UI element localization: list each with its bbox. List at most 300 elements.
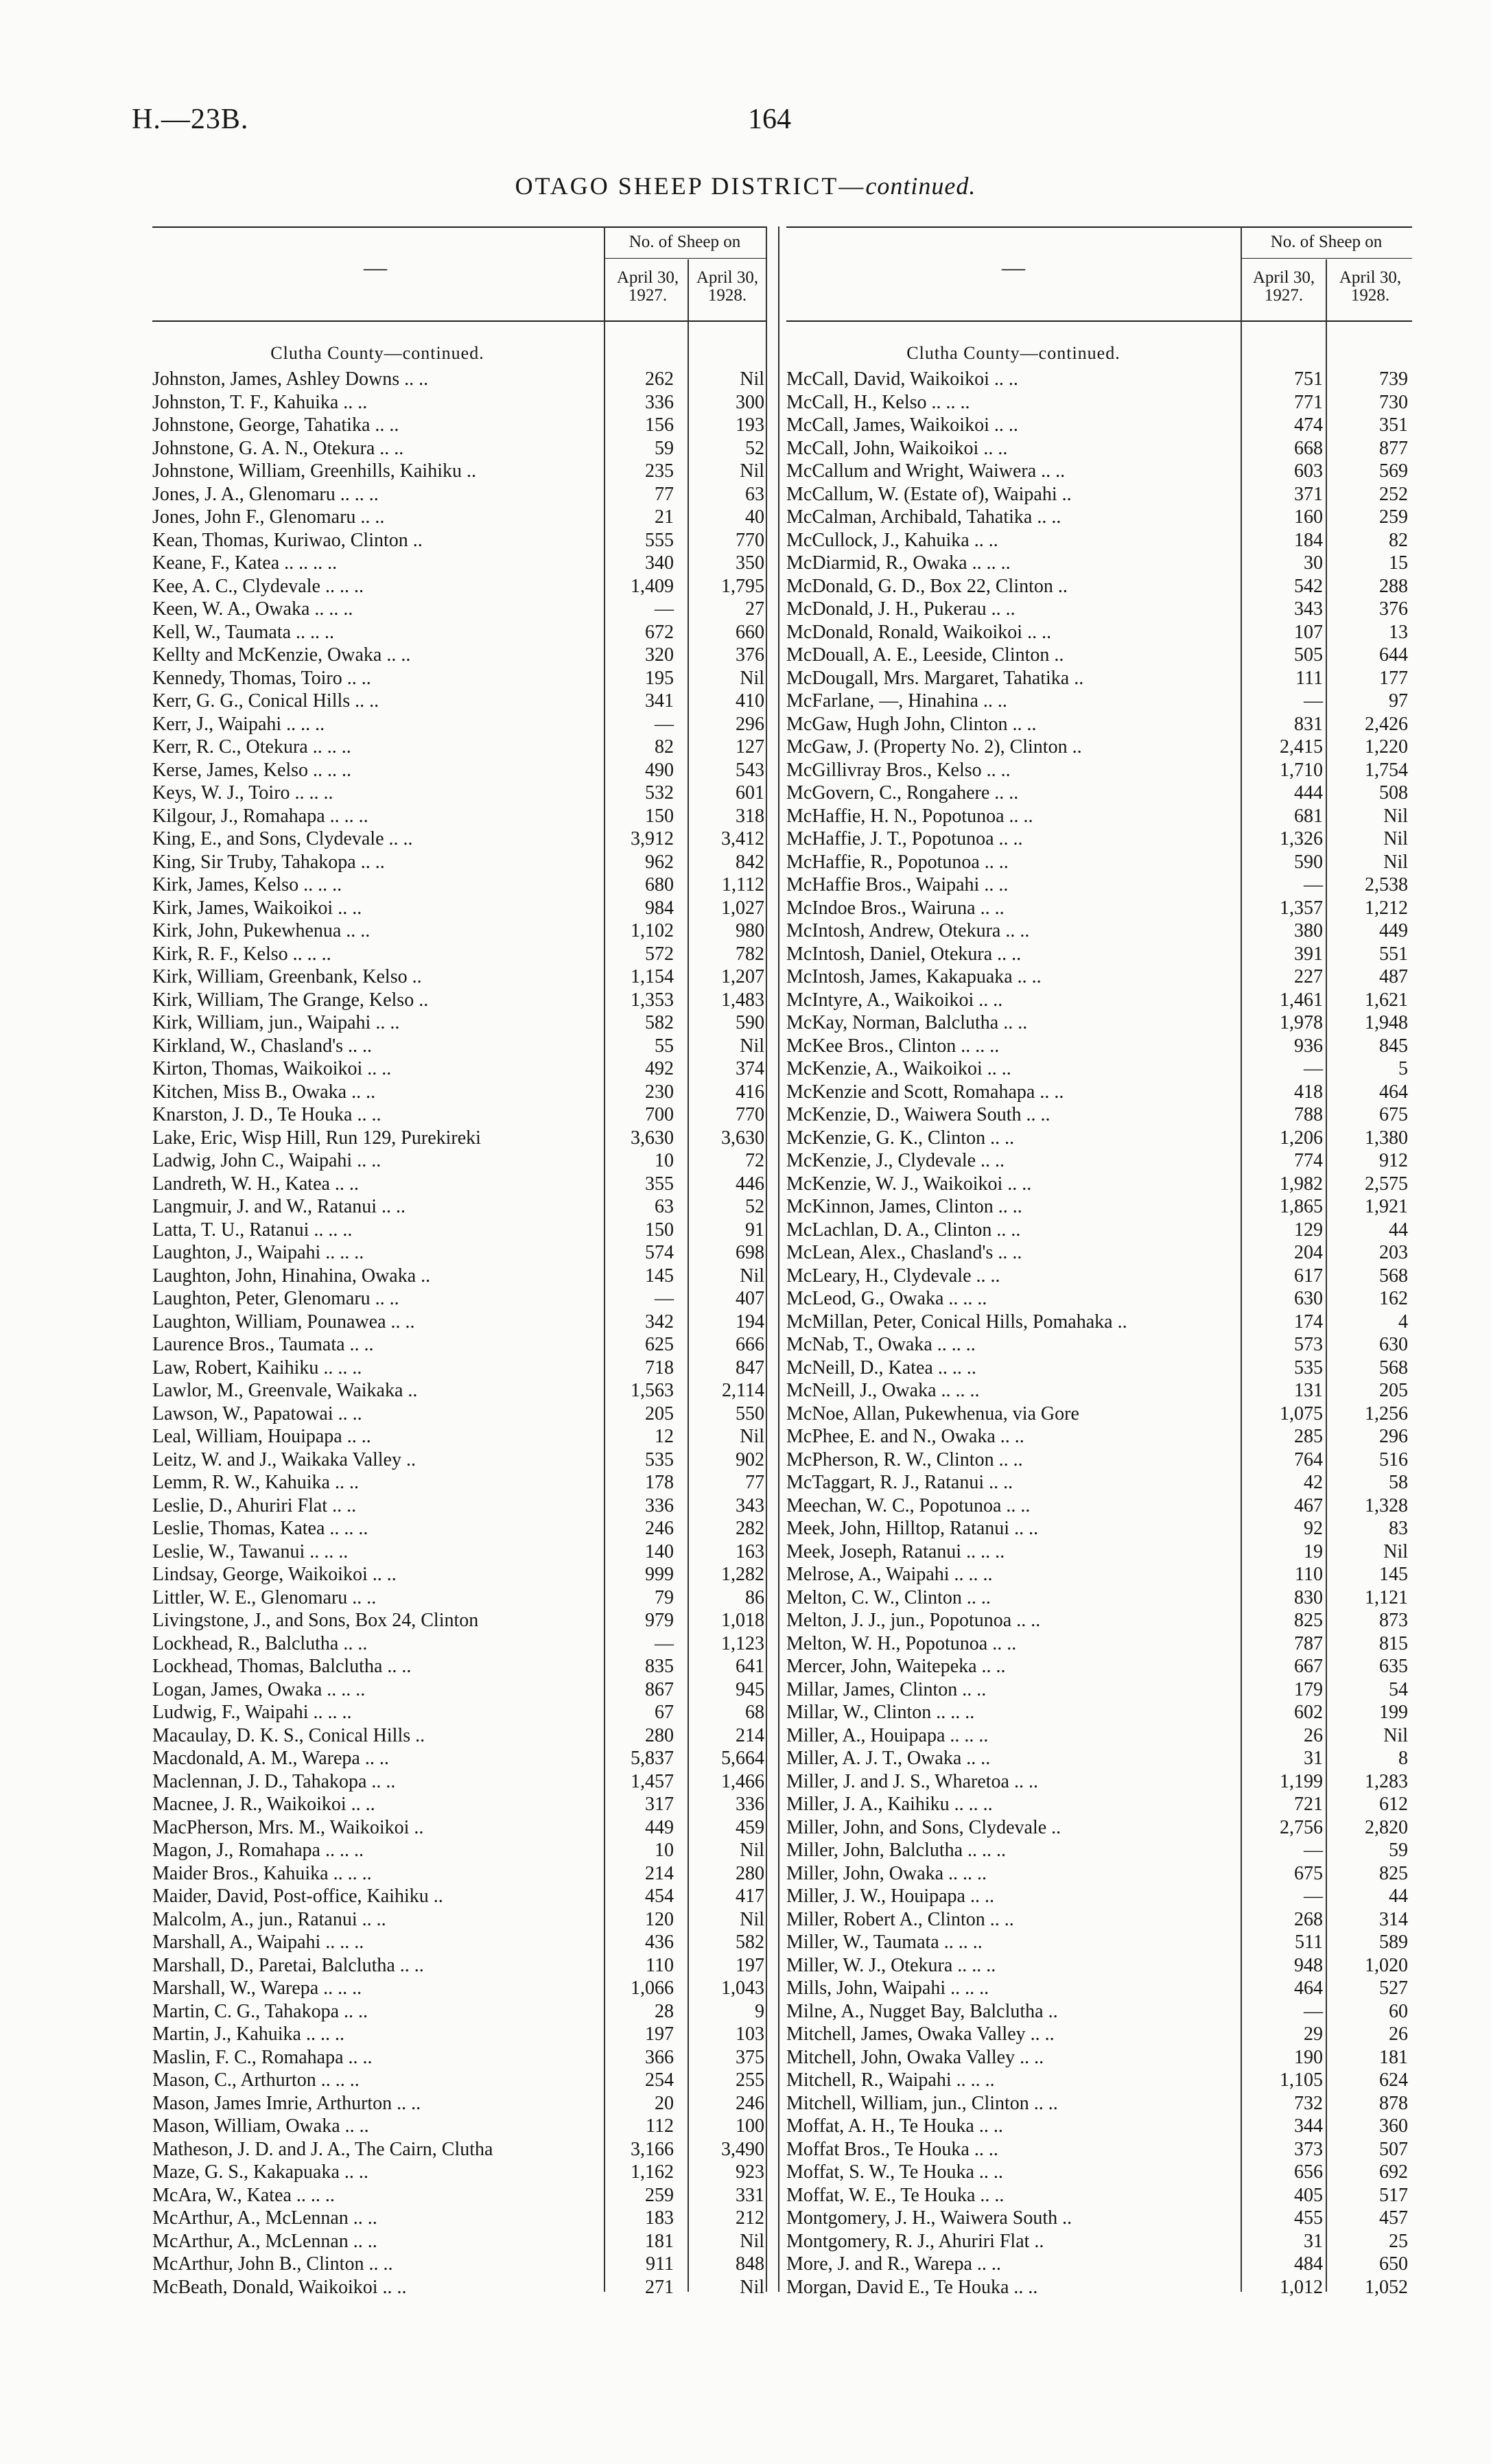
- owner-name: McLeod, G., Owaka .. .. ..: [786, 1288, 987, 1309]
- sheep-1928: 1,212: [1365, 897, 1408, 919]
- sheep-1927: 156: [645, 414, 674, 436]
- sheep-1927: 436: [645, 1932, 674, 1953]
- sheep-1927: 672: [645, 621, 674, 643]
- sheep-1928: 825: [1379, 1862, 1408, 1884]
- owner-name: Kirk, William, The Grange, Kelso ..: [152, 989, 429, 1011]
- sheep-1928: 343: [736, 1494, 764, 1516]
- owner-name: Miller, John, Balclutha .. .. ..: [786, 1840, 1007, 1861]
- sheep-1927: 1,206: [1280, 1127, 1323, 1149]
- sheep-1927: 1,326: [1280, 828, 1323, 849]
- sheep-1928: 336: [736, 1794, 764, 1815]
- sheep-1928: 516: [1379, 1448, 1408, 1470]
- owner-name: McBeath, Donald, Waikoikoi .. ..: [152, 2276, 407, 2298]
- owner-name: Miller, J. W., Houipapa .. ..: [786, 1886, 994, 1907]
- left-header-col1: April 30, 1927.: [616, 268, 679, 305]
- owner-name: McHaffie, R., Popotunoa .. ..: [786, 851, 1009, 873]
- sheep-1928: 1,027: [721, 897, 764, 919]
- sheep-1927: 668: [1294, 437, 1323, 459]
- sheep-1928: 601: [736, 782, 764, 803]
- owner-name: McIntyre, A., Waikoikoi .. ..: [786, 989, 1003, 1011]
- sheep-1928: 902: [736, 1448, 764, 1470]
- sheep-1928: 675: [1379, 1104, 1408, 1125]
- sheep-1927: 204: [1294, 1242, 1323, 1263]
- sheep-1927: 214: [645, 1862, 674, 1884]
- sheep-1927: 1,066: [631, 1978, 674, 1999]
- sheep-1927: 948: [1294, 1954, 1323, 1976]
- sheep-1927: 449: [645, 1816, 674, 1838]
- sheep-1927: 111: [1295, 667, 1323, 689]
- owner-name: Macdonald, A. M., Warepa .. ..: [152, 1748, 389, 1769]
- sheep-1928: 318: [736, 805, 764, 827]
- sheep-1928: Nil: [1383, 805, 1408, 827]
- owner-name: Montgomery, R. J., Ahuriri Flat ..: [786, 2230, 1044, 2252]
- sheep-1927: 21: [655, 506, 674, 528]
- sheep-1928: 214: [736, 1724, 764, 1746]
- sheep-1927: 320: [645, 644, 674, 666]
- sheep-1927: 268: [1294, 1908, 1323, 1930]
- sheep-1928: 644: [1379, 644, 1408, 666]
- sheep-1927: 1,357: [1280, 897, 1323, 919]
- sheep-1928: 15: [1389, 552, 1408, 574]
- owner-name: Lake, Eric, Wisp Hill, Run 129, Purekireki: [152, 1127, 481, 1149]
- sheep-1928: 127: [736, 736, 764, 758]
- sheep-1927: 150: [645, 805, 674, 827]
- sheep-1928: 246: [736, 2092, 764, 2114]
- sheep-1927: 178: [645, 1472, 674, 1493]
- sheep-1928: 52: [745, 437, 764, 459]
- sheep-1928: 569: [1379, 460, 1408, 482]
- sheep-1928: 508: [1379, 782, 1408, 803]
- left-section-title: Clutha County—continued.: [270, 343, 484, 363]
- owner-name: McLachlan, D. A., Clinton .. ..: [786, 1219, 1021, 1241]
- owner-name: Keane, F., Katea .. .. .. ..: [152, 552, 338, 574]
- sheep-1927: 59: [655, 437, 674, 459]
- sheep-1927: 484: [1294, 2253, 1323, 2275]
- sheep-1927: 5,837: [631, 1748, 674, 1769]
- owner-name: McKenzie, G. K., Clinton .. ..: [786, 1127, 1015, 1149]
- sheep-1928: 416: [736, 1081, 764, 1103]
- sheep-1928: 52: [745, 1196, 764, 1217]
- sheep-1927: 10: [655, 1150, 674, 1171]
- sheep-1927: 535: [645, 1448, 674, 1470]
- sheep-1927: 179: [1294, 1678, 1323, 1700]
- sheep-1928: 923: [736, 2161, 764, 2183]
- owner-name: McArthur, A., McLennan .. ..: [152, 2207, 377, 2229]
- right-section-title: Clutha County—continued.: [906, 343, 1120, 363]
- owner-name: Maclennan, J. D., Tahakopa .. ..: [152, 1770, 396, 1792]
- owner-name: McCallum, W. (Estate of), Waipahi ..: [786, 483, 1072, 505]
- owner-name: King, Sir Truby, Tahakopa .. ..: [152, 851, 385, 873]
- owner-name: Johnstone, G. A. N., Otekura .. ..: [152, 437, 404, 459]
- sheep-1928: 1,283: [1365, 1770, 1408, 1792]
- sheep-1927: 511: [1295, 1932, 1323, 1953]
- sheep-1928: 376: [736, 644, 764, 666]
- sheep-1927: 3,630: [631, 1127, 674, 1149]
- sheep-1928: Nil: [740, 2276, 764, 2298]
- sheep-1928: 527: [1379, 1978, 1408, 1999]
- sheep-1927: 1,012: [1280, 2276, 1323, 2298]
- owner-name: Ludwig, F., Waipahi .. .. ..: [152, 1702, 352, 1723]
- owner-name: Lindsay, George, Waikoikoi .. ..: [152, 1564, 397, 1585]
- sheep-1927: 29: [1304, 2023, 1323, 2045]
- owner-name: Kee, A. C., Clydevale .. .. ..: [152, 575, 364, 597]
- sheep-1928: Nil: [740, 1908, 764, 1930]
- sheep-1927: 42: [1304, 1472, 1323, 1493]
- sheep-1928: 878: [1379, 2092, 1408, 2114]
- sheep-1927: 336: [645, 391, 674, 413]
- owner-name: Kerr, J., Waipahi .. .. ..: [152, 713, 325, 735]
- sheep-1928: 1,112: [722, 874, 764, 895]
- sheep-1928: 1,921: [1365, 1196, 1408, 1217]
- sheep-1928: 980: [736, 920, 764, 941]
- sheep-1927: 20: [655, 2092, 674, 2114]
- sheep-1928: 457: [1379, 2207, 1408, 2229]
- owner-name: Kirk, William, Greenbank, Kelso ..: [152, 966, 422, 987]
- owner-name: McNeill, J., Owaka .. .. ..: [786, 1380, 980, 1401]
- sheep-1927: 555: [645, 529, 674, 551]
- owner-name: Lawson, W., Papatowai .. ..: [152, 1403, 362, 1424]
- owner-name: Johnston, T. F., Kahuika .. ..: [152, 391, 368, 413]
- sheep-1928: 300: [736, 391, 764, 413]
- sheep-1928: 815: [1379, 1632, 1408, 1654]
- sheep-1927: 3,166: [631, 2138, 674, 2160]
- sheep-1928: 44: [1389, 1219, 1408, 1241]
- owner-name: Keys, W. J., Toiro .. .. ..: [152, 782, 333, 803]
- sheep-1927: 110: [1295, 1564, 1323, 1585]
- owner-name: Miller, A. J. T., Owaka .. ..: [786, 1748, 991, 1769]
- sheep-1928: 360: [1379, 2115, 1408, 2137]
- owner-name: McIndoe Bros., Wairuna .. ..: [786, 897, 1005, 919]
- owner-name: McArthur, John B., Clinton .. ..: [152, 2253, 393, 2275]
- sheep-1927: 259: [645, 2184, 674, 2206]
- sheep-1927: —: [1304, 874, 1323, 895]
- sheep-1928: 848: [736, 2253, 764, 2275]
- sheep-1928: 145: [1379, 1564, 1408, 1585]
- owner-name: Johnstone, William, Greenhills, Kaihiku ..: [152, 460, 476, 482]
- sheep-1928: 2,426: [1365, 713, 1408, 735]
- sheep-1928: 1,282: [721, 1564, 764, 1585]
- owner-name: McDougall, Mrs. Margaret, Tahatika ..: [786, 667, 1084, 689]
- sheep-1927: 2,756: [1280, 1816, 1323, 1838]
- sheep-1927: 344: [1294, 2115, 1323, 2137]
- sheep-1927: 830: [1294, 1586, 1323, 1608]
- sheep-1927: —: [1304, 1886, 1323, 1907]
- sheep-1927: —: [655, 713, 674, 735]
- owner-name: McKenzie, D., Waiwera South .. ..: [786, 1104, 1050, 1125]
- sheep-1927: 535: [1294, 1357, 1323, 1378]
- owner-name: Latta, T. U., Ratanui .. .. ..: [152, 1219, 353, 1241]
- sheep-1927: 197: [645, 2023, 674, 2045]
- owner-name: McCall, James, Waikoikoi .. ..: [786, 414, 1018, 436]
- sheep-1927: 1,162: [631, 2161, 674, 2183]
- sheep-1927: 1,353: [631, 989, 674, 1011]
- sheep-1927: 246: [645, 1518, 674, 1539]
- sheep-1928: 350: [736, 552, 764, 574]
- sheep-1927: 77: [655, 483, 674, 505]
- document-reference: H.—23B.: [132, 104, 249, 135]
- sheep-1927: 418: [1294, 1081, 1323, 1103]
- owner-name: Millar, James, Clinton .. ..: [786, 1678, 987, 1700]
- sheep-1927: 774: [1294, 1150, 1323, 1171]
- left-header-dash: —: [364, 255, 387, 281]
- owner-name: McPhee, E. and N., Owaka .. ..: [786, 1426, 1024, 1447]
- sheep-1928: 1,948: [1365, 1012, 1408, 1033]
- sheep-1928: 177: [1379, 667, 1408, 689]
- sheep-1928: 666: [736, 1334, 764, 1355]
- sheep-1927: 1,075: [1280, 1403, 1323, 1424]
- sheep-1928: 1,121: [1365, 1586, 1408, 1608]
- sheep-1928: 5: [1398, 1058, 1408, 1079]
- sheep-1927: 343: [1294, 598, 1323, 620]
- owner-name: Jones, John F., Glenomaru .. ..: [152, 506, 385, 528]
- owner-name: McKenzie, A., Waikoikoi .. ..: [786, 1058, 1011, 1079]
- owner-name: McTaggart, R. J., Ratanui .. ..: [786, 1472, 1013, 1493]
- sheep-1927: 184: [1294, 529, 1323, 551]
- sheep-1928: 83: [1389, 1518, 1408, 1539]
- owner-name: McHaffie, H. N., Popotunoa .. ..: [786, 805, 1033, 827]
- page-number: 164: [748, 104, 791, 135]
- owner-name: Kerr, R. C., Otekura .. .. ..: [152, 736, 351, 758]
- right-header-col2: April 30, 1928.: [1339, 268, 1402, 305]
- owner-name: McHaffie, J. T., Popotunoa .. ..: [786, 828, 1023, 849]
- sheep-1928: 1,380: [1365, 1127, 1408, 1149]
- owner-name: Lemm, R. W., Kahuika .. ..: [152, 1472, 359, 1493]
- sheep-1927: 380: [1294, 920, 1323, 941]
- sheep-1928: 582: [736, 1932, 764, 1953]
- owner-name: Martin, J., Kahuika .. .. ..: [152, 2023, 344, 2045]
- sheep-1927: 1,105: [1280, 2069, 1323, 2091]
- owner-name: Mills, John, Waipahi .. .. ..: [786, 1978, 989, 1999]
- owner-name: McAra, W., Katea .. .. ..: [152, 2184, 335, 2206]
- owner-name: McIntosh, Daniel, Otekura .. ..: [786, 943, 1022, 965]
- sheep-1927: 718: [645, 1357, 674, 1378]
- owner-name: Miller, Robert A., Clinton .. ..: [786, 1908, 1014, 1930]
- sheep-1927: 12: [655, 1426, 674, 1447]
- owner-name: Magon, J., Romahapa .. .. ..: [152, 1840, 364, 1861]
- owner-name: Marshall, W., Warepa .. .. ..: [152, 1978, 362, 1999]
- sheep-1928: 194: [736, 1311, 764, 1333]
- sheep-1928: 280: [736, 1862, 764, 1884]
- sheep-1928: 68: [745, 1702, 764, 1723]
- sheep-1928: 77: [745, 1472, 764, 1493]
- sheep-1928: 770: [736, 529, 764, 551]
- sheep-1927: 1,982: [1280, 1173, 1323, 1195]
- owner-name: McCall, John, Waikoikoi .. ..: [786, 437, 1008, 459]
- sheep-1927: 340: [645, 552, 674, 574]
- sheep-1927: —: [655, 598, 674, 620]
- sheep-1927: 582: [645, 1012, 674, 1033]
- owner-name: Miller, A., Houipapa .. .. ..: [786, 1724, 989, 1746]
- owner-name: McDonald, J. H., Pukerau .. ..: [786, 598, 1015, 620]
- owner-name: McIntosh, Andrew, Otekura .. ..: [786, 920, 1030, 941]
- sheep-1927: —: [655, 1632, 674, 1654]
- sheep-1927: 590: [1294, 851, 1323, 873]
- sheep-1928: 44: [1389, 1886, 1408, 1907]
- sheep-1927: 825: [1294, 1610, 1323, 1631]
- right-header-dash: —: [1002, 255, 1025, 281]
- sheep-1928: Nil: [740, 1265, 764, 1287]
- owner-name: Martin, C. G., Tahakopa .. ..: [152, 2000, 368, 2022]
- sheep-1927: 129: [1294, 1219, 1323, 1241]
- sheep-1928: 60: [1389, 2000, 1408, 2022]
- sheep-1927: —: [1304, 690, 1323, 712]
- sheep-1928: 1,123: [721, 1632, 764, 1654]
- sheep-1927: 1,409: [631, 575, 674, 597]
- sheep-1928: 314: [1379, 1908, 1408, 1930]
- sheep-1927: 911: [646, 2253, 674, 2275]
- owner-name: Mitchell, William, jun., Clinton .. ..: [786, 2092, 1058, 2114]
- sheep-1928: 1,043: [721, 1978, 764, 1999]
- sheep-1927: 542: [1294, 575, 1323, 597]
- sheep-1927: 680: [645, 874, 674, 895]
- owner-name: Laughton, William, Pounawea .. ..: [152, 1311, 415, 1333]
- sheep-1928: 374: [736, 1058, 764, 1079]
- sheep-1928: 2,575: [1365, 1173, 1408, 1195]
- sheep-1927: —: [655, 1288, 674, 1309]
- sheep-1927: 112: [646, 2115, 674, 2137]
- owner-name: McDiarmid, R., Owaka .. .. ..: [786, 552, 1011, 574]
- left-header-bottom-rule: [152, 320, 766, 322]
- owner-name: Livingstone, J., and Sons, Box 24, Clinton: [152, 1610, 479, 1631]
- sheep-1927: 341: [645, 690, 674, 712]
- sheep-1928: Nil: [1383, 828, 1408, 849]
- sheep-1928: 2,538: [1365, 874, 1408, 895]
- owner-name: Melrose, A., Waipahi .. .. ..: [786, 1564, 993, 1585]
- sheep-1928: 568: [1379, 1357, 1408, 1378]
- owner-name: Kilgour, J., Romahapa .. .. ..: [152, 805, 368, 827]
- sheep-1928: 692: [1379, 2161, 1408, 2183]
- sheep-1928: 517: [1379, 2184, 1408, 2206]
- sheep-1928: 739: [1379, 368, 1408, 390]
- owner-name: McFarlane, —, Hinahina .. ..: [786, 690, 1007, 712]
- owner-name: Laughton, John, Hinahina, Owaka ..: [152, 1265, 431, 1287]
- owner-name: Maslin, F. C., Romahapa .. ..: [152, 2046, 373, 2068]
- sheep-1928: 407: [736, 1288, 764, 1309]
- owner-name: Kennedy, Thomas, Toiro .. ..: [152, 667, 371, 689]
- sheep-1928: 487: [1379, 966, 1408, 987]
- sheep-1928: 1,207: [721, 966, 764, 987]
- owner-name: Millar, W., Clinton .. .. ..: [786, 1702, 975, 1723]
- sheep-1927: 195: [645, 667, 674, 689]
- sheep-1928: 3,630: [721, 1127, 764, 1149]
- owner-name: Mitchell, James, Owaka Valley .. ..: [786, 2023, 1055, 2045]
- sheep-1928: 82: [1389, 529, 1408, 551]
- sheep-1927: 532: [645, 782, 674, 803]
- owner-name: Lawlor, M., Greenvale, Waikaka ..: [152, 1380, 418, 1401]
- sheep-1928: 730: [1379, 391, 1408, 413]
- sheep-1928: 351: [1379, 414, 1408, 436]
- sheep-1927: 82: [655, 736, 674, 758]
- sheep-1927: 235: [645, 460, 674, 482]
- sheep-1928: 568: [1379, 1265, 1408, 1287]
- sheep-1928: 845: [1379, 1035, 1408, 1057]
- sheep-1928: 589: [1379, 1932, 1408, 1953]
- sheep-1927: 474: [1294, 414, 1323, 436]
- owner-name: Littler, W. E., Glenomaru .. ..: [152, 1586, 377, 1608]
- sheep-1927: 28: [655, 2000, 674, 2022]
- owner-name: McLeary, H., Clydevale .. ..: [786, 1265, 1000, 1287]
- right-header-group-rule: [1241, 258, 1412, 259]
- sheep-1927: 31: [1304, 2230, 1323, 2252]
- sheep-1928: Nil: [740, 1426, 764, 1447]
- sheep-1928: Nil: [740, 460, 764, 482]
- sheep-1927: 190: [1294, 2046, 1323, 2068]
- owner-name: McGillivray Bros., Kelso .. ..: [786, 759, 1011, 781]
- owner-name: Leslie, W., Tawanui .. .. ..: [152, 1540, 349, 1562]
- owner-name: Malcolm, A., jun., Ratanui .. ..: [152, 1908, 386, 1930]
- owner-name: McGovern, C., Rongahere .. ..: [786, 782, 1019, 803]
- sheep-1928: 162: [1379, 1288, 1408, 1309]
- sheep-1928: 296: [1379, 1426, 1408, 1447]
- owner-name: Morgan, David E., Te Houka .. ..: [786, 2276, 1038, 2298]
- sheep-1928: 877: [1379, 437, 1408, 459]
- sheep-1928: 252: [1379, 483, 1408, 505]
- sheep-1928: 912: [1379, 1150, 1408, 1171]
- sheep-1927: 205: [645, 1403, 674, 1424]
- sheep-1928: 103: [736, 2023, 764, 2045]
- owner-name: Meechan, W. C., Popotunoa .. ..: [786, 1494, 1031, 1516]
- sheep-1928: 847: [736, 1357, 764, 1378]
- sheep-1927: 67: [655, 1702, 674, 1723]
- owner-name: McDonald, Ronald, Waikoikoi .. ..: [786, 621, 1052, 643]
- sheep-1928: 212: [736, 2207, 764, 2229]
- owner-name: Kerse, James, Kelso .. .. ..: [152, 759, 352, 781]
- sheep-1928: 54: [1389, 1678, 1408, 1700]
- owner-name: Miller, J. A., Kaihiku .. .. ..: [786, 1794, 993, 1815]
- sheep-1927: 617: [1294, 1265, 1323, 1287]
- owner-name: Kitchen, Miss B., Owaka .. ..: [152, 1081, 376, 1103]
- sheep-1928: 446: [736, 1173, 764, 1195]
- sheep-1927: 110: [646, 1954, 674, 1976]
- owner-name: Milne, A., Nugget Bay, Balclutha ..: [786, 2000, 1058, 2022]
- owner-name: McKenzie, W. J., Waikoikoi .. ..: [786, 1173, 1032, 1195]
- owner-name: McIntosh, James, Kakapuaka .. ..: [786, 966, 1042, 987]
- owner-name: McCullock, J., Kahuika .. ..: [786, 529, 998, 551]
- sheep-1928: 650: [1379, 2253, 1408, 2275]
- sheep-1927: 444: [1294, 782, 1323, 803]
- owner-name: Kean, Thomas, Kuriwao, Clinton ..: [152, 529, 423, 551]
- owner-name: Johnstone, George, Tahatika .. ..: [152, 414, 399, 436]
- owner-name: McPherson, R. W., Clinton .. ..: [786, 1448, 1023, 1470]
- sheep-1927: 787: [1294, 1632, 1323, 1654]
- sheep-1927: 55: [655, 1035, 674, 1057]
- owner-name: Marshall, D., Paretai, Balclutha .. ..: [152, 1954, 424, 1976]
- owner-name: Melton, W. H., Popotunoa .. ..: [786, 1632, 1017, 1654]
- sheep-1927: 271: [645, 2276, 674, 2298]
- sheep-1927: 867: [645, 1678, 674, 1700]
- sheep-1928: 612: [1379, 1794, 1408, 1815]
- sheep-1928: 193: [736, 414, 764, 436]
- owner-name: Mitchell, John, Owaka Valley .. ..: [786, 2046, 1044, 2068]
- sheep-1927: 675: [1294, 1862, 1323, 1884]
- sheep-1927: 603: [1294, 460, 1323, 482]
- owner-name: Kirk, R. F., Kelso .. .. ..: [152, 943, 331, 965]
- owner-name: Macaulay, D. K. S., Conical Hills ..: [152, 1724, 425, 1746]
- sheep-1927: 3,912: [631, 828, 674, 849]
- owner-name: Macnee, J. R., Waikoikoi .. ..: [152, 1794, 375, 1815]
- owner-name: McCalman, Archibald, Tahatika .. ..: [786, 506, 1061, 528]
- owner-name: Kell, W., Taumata .. .. ..: [152, 621, 335, 643]
- sheep-1928: 2,114: [722, 1380, 764, 1401]
- owner-name: Kirk, James, Kelso .. .. ..: [152, 874, 342, 895]
- owner-name: Knarston, J. D., Te Houka .. ..: [152, 1104, 381, 1125]
- owner-name: Laughton, Peter, Glenomaru .. ..: [152, 1288, 399, 1309]
- owner-name: Laughton, J., Waipahi .. .. ..: [152, 1242, 364, 1263]
- sheep-1928: 100: [736, 2115, 764, 2137]
- owner-name: Melton, C. W., Clinton .. ..: [786, 1586, 991, 1608]
- sheep-1928: 1,621: [1365, 989, 1408, 1011]
- right-header-group: No. of Sheep on: [1270, 233, 1383, 251]
